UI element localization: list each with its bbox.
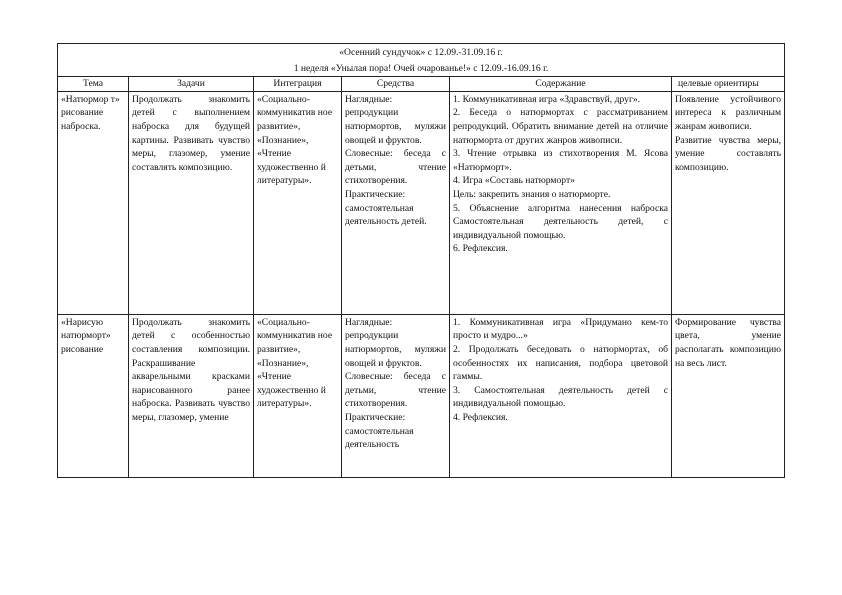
soderzhanie-line: 2. Беседа о натюрмортах с рассматриванием репродукций. Обратить внимание детей на отличие натюрморта от других жанров живописи. — [453, 107, 668, 146]
cell-zadachi: Продолжать знакомить детей с выполнением наброска для будущей картины. Развивать чувство меры, глазомер, умение составлять композицию. — [129, 91, 254, 314]
soderzhanie-line: 5. Объяснение алгоритма нанесения наброска Самостоятельная деятельность детей, с индивидуальной помощью. — [453, 202, 668, 241]
lesson-plan-table — [57, 43, 785, 478]
soderzhanie-line: 4. Рефлексия. — [453, 411, 508, 423]
soderzhanie-line: 6. Рефлексия. — [453, 243, 508, 255]
cell-tema: «Натюрмор т» рисование наброска. — [58, 91, 129, 314]
soderzhanie-line: 3. Самостоятельная деятельность детей с индивидуальной помощью. — [453, 384, 668, 410]
document-page — [57, 43, 784, 478]
week-title: 1 неделя «Унылая пора! Очей очарованье!» с 12.09.-16.09.16 г. — [58, 61, 785, 77]
orientiry-line: Развитие чувства меры, умение составлять композицию. — [675, 134, 782, 173]
cell-soderzhanie — [450, 314, 672, 477]
cell-zadachi: Продолжать знакомить детей с особенностью составления композиции. Раскрашивание акварельными красками нарисованного ранее наброска. Развивать чувство меры, глазомер, умение — [129, 314, 254, 477]
soderzhanie-line: 4. Игра «Составь натюрморт» — [453, 175, 575, 187]
header-zadachi: Задачи — [129, 77, 254, 92]
cell-sredstva — [342, 314, 450, 477]
table-row — [58, 91, 785, 314]
header-tema: Тема — [58, 77, 129, 92]
soderzhanie-line: Цель: закрепить знания о натюрморте. — [453, 188, 611, 200]
orientiry-line: Появление устойчивого интереса к различным жанрам живописи. — [675, 93, 782, 132]
header-orientiry: целевые ориентиры — [672, 77, 785, 92]
soderzhanie-line: 1. Коммуникативная игра «Здравствуй, друг». — [453, 93, 641, 105]
cell-soderzhanie — [450, 91, 672, 314]
soderzhanie-line: 1. Коммуникативная игра «Придумано кем-то просто и мудро...» — [453, 316, 668, 342]
table-header-row — [58, 77, 785, 92]
plan-title: «Осенний сундучок» с 12.09.-31.09.16 г. — [58, 44, 785, 61]
sredstva-line: Наглядные: репродукции натюрмортов, муляжи овощей и фруктов. — [345, 93, 446, 146]
header-integracia: Интеграция — [254, 77, 342, 92]
table-row — [58, 314, 785, 477]
sredstva-line: Наглядные: репродукции натюрмортов, муляжи овощей и фруктов. — [345, 316, 446, 369]
sredstva-line: Словесные: беседа с детьми, чтение стихотворения. — [345, 371, 446, 410]
cell-orientiry — [672, 91, 785, 314]
orientiry-line: Формирование чувства цвета, умение располагать композицию на весь лист. — [675, 316, 782, 369]
header-sredstva: Средства — [342, 77, 450, 92]
cell-tema: «Нарисую натюрморт» рисование — [58, 314, 129, 477]
cell-integracia: «Социально-коммуникатив ное развитие», «Познание», «Чтение художественно й литературы». — [254, 314, 342, 477]
cell-sredstva — [342, 91, 450, 314]
soderzhanie-line: 2. Продолжать беседовать о натюрмортах, об особенностях их написания, подбора цветовой гаммы. — [453, 343, 668, 383]
soderzhanie-line: 3. Чтение отрывка из стихотворения М. Ясова «Натюрморт». — [453, 148, 668, 173]
sredstva-line: Практические: самостоятельная деятельность детей. — [345, 188, 427, 228]
cell-orientiry — [672, 314, 785, 477]
sredstva-line: Словесные: беседа с детьми, чтение стихотворения. — [345, 148, 446, 187]
cell-integracia: «Социально-коммуникатив ное развитие», «Познание», «Чтение художественно й литературы». — [254, 91, 342, 314]
sredstva-line: Практические: самостоятельная деятельность — [345, 411, 414, 451]
header-soderzhanie: Содержание — [450, 77, 672, 92]
